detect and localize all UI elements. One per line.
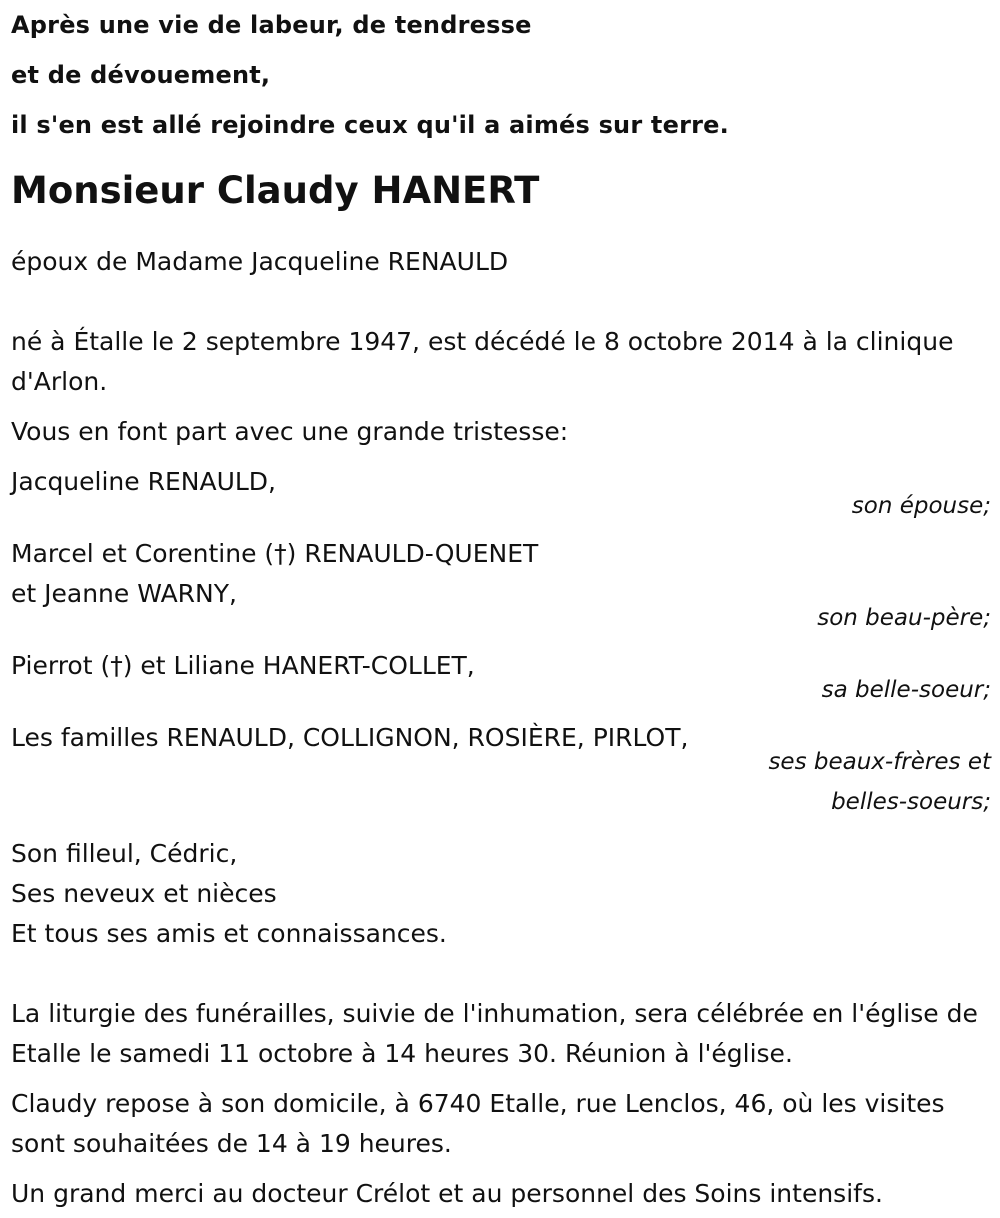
- deceased-name: Monsieur Claudy HANERT: [11, 169, 540, 212]
- other-mourner-line: Et tous ses amis et connaissances.: [11, 919, 447, 948]
- rest-paragraph: Claudy repose à son domicile, à 6740 Etalle, rue Lenclos, 46, où les visites sont souhaitées de 14 à 19 heures.: [11, 1089, 945, 1158]
- other-mourner-line: Ses neveux et nièces: [11, 879, 277, 908]
- mourners-list: [11, 462, 991, 822]
- mourner-name: et Jeanne WARNY,: [11, 579, 237, 608]
- mourner-name: Les familles RENAULD, COLLIGNON, ROSIÈRE, PIRLOT,: [11, 723, 689, 752]
- mourner-relation: son beau-père;: [817, 605, 991, 631]
- mourner-relation: sa belle-soeur;: [821, 677, 991, 703]
- intro-line: Après une vie de labeur, de tendresse: [11, 11, 532, 39]
- mourner-entry: [11, 534, 991, 638]
- mourner-relation: belles-soeurs;: [831, 789, 991, 815]
- thanks-paragraph: Un grand merci au docteur Crélot et au personnel des Soins intensifs.: [11, 1179, 883, 1208]
- intro-line: il s'en est allé rejoindre ceux qu'il a aimés sur terre.: [11, 111, 729, 139]
- other-mourners: [11, 834, 991, 954]
- mourner-entry: [11, 462, 991, 526]
- mourner-entry: [11, 646, 991, 710]
- mourner-relation: son épouse;: [851, 493, 991, 519]
- other-mourner-line: Son filleul, Cédric,: [11, 839, 238, 868]
- mourner-relation: ses beaux-frères et: [768, 749, 991, 775]
- spouse-line: époux de Madame Jacqueline RENAULD: [11, 247, 509, 276]
- mourner-name: Marcel et Corentine (†) RENAULD-QUENET: [11, 539, 539, 568]
- announce-line: Vous en font part avec une grande tristesse:: [11, 417, 569, 446]
- birth-death-paragraph: né à Étalle le 2 septembre 1947, est décédé le 8 octobre 2014 à la clinique d'Arlon.: [11, 327, 954, 396]
- mourner-entry: [11, 718, 991, 822]
- liturgy-paragraph: La liturgie des funérailles, suivie de l'inhumation, sera célébrée en l'église de Etalle le samedi 11 octobre à 14 heures 30. Réunion à l'église.: [11, 999, 978, 1068]
- mourner-name: Jacqueline RENAULD,: [11, 467, 276, 496]
- mourner-name: Pierrot (†) et Liliane HANERT-COLLET,: [11, 651, 475, 680]
- intro-line: et de dévouement,: [11, 61, 271, 89]
- obituary-document: [11, 0, 991, 1214]
- intro-verse: [11, 0, 991, 150]
